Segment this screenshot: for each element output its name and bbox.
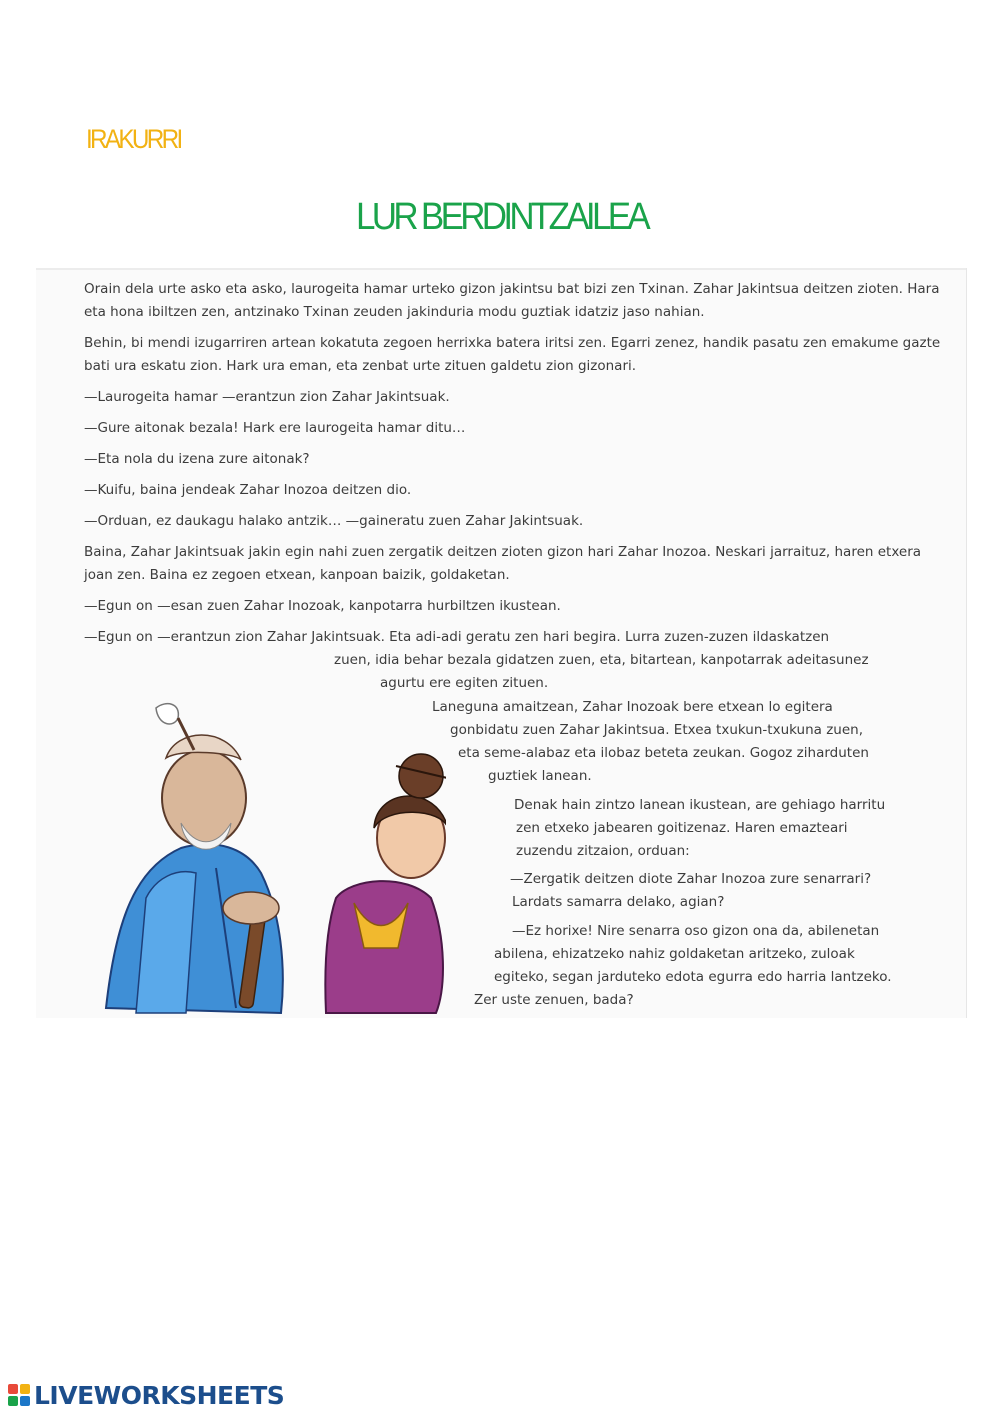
story-text [84, 278, 944, 695]
dialogue-line: abilena, ehizatzeko nahiz goldaketan aritzeko, zuloak [494, 946, 855, 962]
text-line: eta seme-alabaz eta ilobaz beteta zeukan. Gogoz ziharduten [458, 745, 869, 761]
dialogue-line: agurtu ere egiten zituen. [380, 675, 549, 691]
story-paragraph [432, 696, 869, 788]
text-line: Denak hain zintzo lanean ikustean, are gehiago harritu [514, 797, 886, 813]
text-line: zen etxeko jabearen goitizenaz. Haren emazteari [516, 820, 848, 836]
dialogue-line: —Zergatik deitzen diote Zahar Inozoa zure senarrari? [510, 871, 872, 887]
story-paragraph: Orain dela urte asko eta asko, laurogeita hamar urteko gizon jakintsu bat bizi zen Txinan. Zahar Jakintsua deitzen zioten. Hara eta hona ibiltzen zen, antzinako Txinan zeuden jakinduria modu guztiak idatziz jaso nahian. [84, 281, 940, 320]
section-label: IRAKURRI [86, 124, 181, 154]
story-paragraph: Baina, Zahar Jakintsuak jakin egin nahi zuen zergatik deitzen zioten gizon hari Zahar Inozoa. Neskari jarraituz, haren etxera joan zen. Baina ez zegoen etxean, kanpoan baizik, goldaketan. [84, 544, 922, 583]
dialogue-line: —Orduan, ez daukagu halako antzik… —gaineratu zuen Zahar Jakintsuak. [84, 513, 584, 529]
page-title: LUR BERDINTZAILEA [356, 196, 648, 238]
dialogue-line: Lardats samarra delako, agian? [512, 894, 725, 910]
dialogue-line: —Ez horixe! Nire senarra oso gizon ona da, abilenetan [512, 923, 880, 939]
dialogue-block [474, 920, 892, 1012]
dialogue-line: —Egun on —esan zuen Zahar Inozoak, kanpotarra hurbiltzen ikustean. [84, 598, 561, 614]
old-man-figure [106, 704, 283, 1013]
dialogue-line: —Kuifu, baina jendeak Zahar Inozoa deitzen dio. [84, 482, 412, 498]
text-line: zuzendu zitzaion, orduan: [516, 843, 690, 859]
dialogue-line: zuen, idia behar bezala gidatzen zuen, eta, bitartean, kanpotarrak adeitasunez [334, 652, 869, 668]
text-line: gonbidatu zuen Zahar Jakintsua. Etxea txukun-txukuna zuen, [450, 722, 863, 738]
dialogue-block [84, 626, 944, 695]
dialogue-line: —Eta nola du izena zure aitonak? [84, 451, 310, 467]
story-illustration [86, 698, 446, 1018]
story-scan [36, 268, 966, 1018]
young-woman-figure [325, 754, 446, 1013]
dialogue-line: Zer uste zenuen, bada? [474, 992, 634, 1008]
brand-name: LIVEWORKSHEETS [34, 1380, 285, 1410]
text-line: guztiek lanean. [488, 768, 592, 784]
dialogue-line: —Laurogeita hamar —erantzun zion Zahar Jakintsuak. [84, 389, 450, 405]
dialogue-block [510, 868, 871, 914]
story-paragraph [514, 794, 885, 863]
story-paragraph: Behin, bi mendi izugarriren artean kokatuta zegoen herrixka batera iritsi zen. Egarri zenez, handik pasatu zen emakume gazte bati ura eskatu zion. Hark ura eman, eta zenbat urte zituen galdetu zion gizonari. [84, 335, 941, 374]
liveworksheets-logo [8, 1380, 284, 1410]
logo-icon [8, 1384, 30, 1406]
dialogue-line: egiteko, segan jarduteko edota egurra edo harria lantzeko. [494, 969, 892, 985]
dialogue-line: —Egun on —erantzun zion Zahar Jakintsuak. Eta adi-adi geratu zen hari begira. Lurra zuzen-zuzen ildaskatzen [84, 629, 830, 645]
text-line: Laneguna amaitzean, Zahar Inozoak bere etxean lo egitera [432, 699, 833, 715]
dialogue-line: —Gure aitonak bezala! Hark ere laurogeita hamar ditu… [84, 420, 466, 436]
